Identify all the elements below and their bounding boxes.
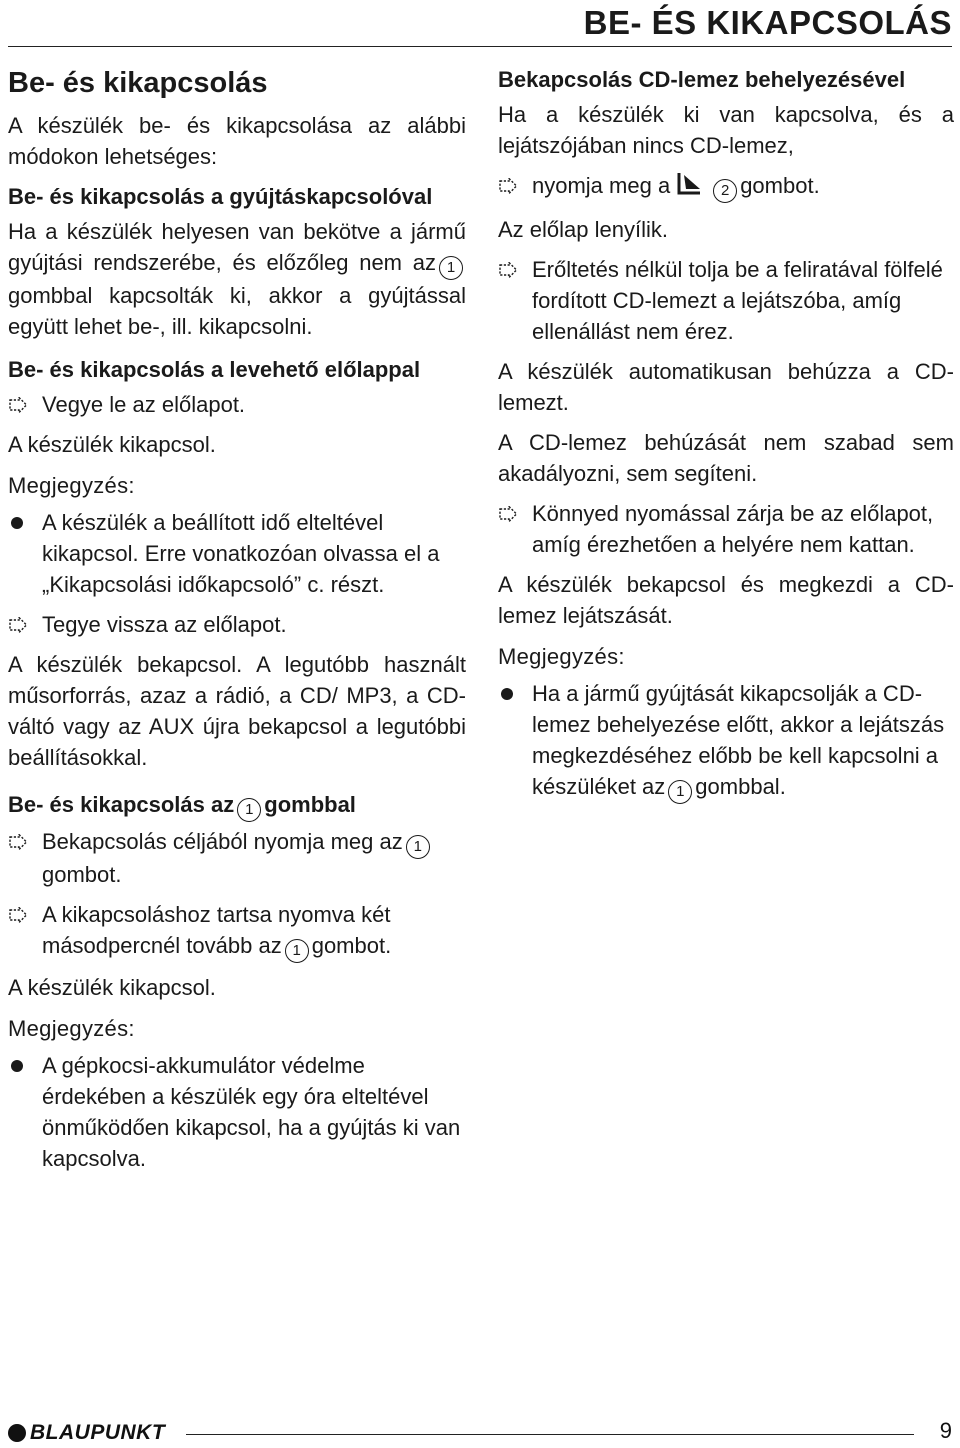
subheading-ignition: Be- és kikapcsolás a gyújtáskapcsolóval <box>8 184 433 209</box>
step-text: Vegye le az előlapot. <box>42 392 246 417</box>
button-1-symbol: 1 <box>285 939 309 963</box>
step-text-b: gombot. <box>311 933 392 958</box>
result-off: A készülék kikapcsol. <box>8 432 216 457</box>
brand-name: BLAUPUNKT <box>30 1421 166 1444</box>
section-title: Be- és kikapcsolás <box>8 67 268 99</box>
step-text-a: nyomja meg a <box>532 173 671 198</box>
note-text: A készülék a beállított idő elteltével kikapcsol. Erre vonatkozóan olvassa el a „Kikapcsolási időkapcsoló” c. részt. <box>42 510 440 597</box>
footer-rule <box>186 1434 914 1435</box>
ignition-text-b: gombbal kapcsolták ki, akkor a gyújtással együtt lehet be-, ill. kikapcsolni. <box>8 283 466 339</box>
note-item <box>498 678 954 804</box>
heading-text-b: gombbal <box>264 792 356 817</box>
step-text: Erőltetés nélkül tolja be a feliratával fölfelé fordított CD-lemezt a lejátszóba, amíg ellenállást nem érez. <box>532 257 943 344</box>
step-close-faceplate <box>498 498 954 560</box>
right-column <box>498 64 954 813</box>
arrow-icon <box>498 498 524 529</box>
left-column <box>8 64 466 1183</box>
eject-icon <box>676 171 704 205</box>
header-rule <box>8 46 952 47</box>
note-title: Megjegyzés: <box>8 473 135 498</box>
step-text-a: Bekapcsolás céljából nyomja meg az <box>42 829 403 854</box>
subheading-button1 <box>8 789 466 822</box>
playback-paragraph: A készülék bekapcsol és megkezdi a CD-lemez lejátszását. <box>498 572 954 628</box>
logo-dot-icon <box>8 1424 26 1442</box>
arrow-icon <box>8 609 34 640</box>
arrow-icon <box>8 826 34 857</box>
result-off-2: A készülék kikapcsol. <box>8 975 216 1000</box>
note-text: A gépkocsi-akkumulátor védelme érdekében a készülék egy óra elteltével önműködően kikapcsol, ha a gyújtás ki van kapcsolva. <box>42 1053 461 1171</box>
result-faceplate-opens: Az előlap lenyílik. <box>498 217 668 242</box>
arrow-icon <box>8 899 34 930</box>
subheading-faceplate: Be- és kikapcsolás a levehető előlappal <box>8 357 421 382</box>
arrow-icon <box>498 170 524 201</box>
note-text-a: Ha a jármű gyújtását kikapcsolják a CD-lemez behelyezése előtt, akkor a lejátszás megkezdéséhez előbb be kell kapcsolni a készüléket az <box>532 681 945 799</box>
step-reattach-faceplate <box>8 609 466 640</box>
arrow-icon <box>8 389 34 420</box>
no-obstruct-paragraph: A CD-lemez behúzását nem szabad sem akadályozni, sem segíteni. <box>498 430 954 486</box>
step-switch-on <box>8 826 466 890</box>
step-press-eject <box>498 170 954 205</box>
button-1-symbol: 1 <box>237 798 261 822</box>
bullet-icon <box>501 688 513 700</box>
step-text-a: A kikapcsoláshoz tartsa nyomva két másodpercnél tovább az <box>42 902 391 958</box>
ignition-text-a: Ha a készülék helyesen van bekötve a jármű gyújtási rendszerébe, és előzőleg nem az <box>8 219 466 275</box>
button-1-symbol: 1 <box>668 780 692 804</box>
button-1-symbol: 1 <box>406 835 430 859</box>
arrow-icon <box>498 254 524 285</box>
auto-draw-paragraph: A készülék automatikusan behúzza a CD-lemezt. <box>498 359 954 415</box>
note-text-b: gombbal. <box>695 774 786 799</box>
subheading-cd-insert: Bekapcsolás CD-lemez behelyezésével <box>498 67 906 92</box>
button-2-symbol: 2 <box>713 179 737 203</box>
note-item <box>8 507 466 600</box>
bullet-icon <box>11 1060 23 1072</box>
note-title: Megjegyzés: <box>498 644 625 669</box>
intro-paragraph: A készülék be- és kikapcsolása az alábbi módokon lehetséges: <box>8 113 466 169</box>
heading-text-a: Be- és kikapcsolás az <box>8 792 235 817</box>
step-insert-cd <box>498 254 954 347</box>
note-title: Megjegyzés: <box>8 1016 135 1041</box>
bullet-icon <box>11 517 23 529</box>
ignition-paragraph <box>8 216 466 342</box>
step-text: Könnyed nyomással zárja be az előlapot, amíg érezhetően a helyére nem kattan. <box>532 501 934 557</box>
note-item <box>8 1050 466 1174</box>
step-text: Tegye vissza az előlapot. <box>42 612 287 637</box>
page-number: 9 <box>939 1418 952 1443</box>
step-text-b: gombot. <box>740 173 820 198</box>
step-remove-faceplate <box>8 389 466 420</box>
result-on-paragraph: A készülék bekapcsol. A legutóbb használt műsorforrás, azaz a rádió, a CD/ MP3, a CD-váltó vagy az AUX újra bekapcsol a legutóbbi beállításokkal. <box>8 652 466 770</box>
cd-intro-paragraph: Ha a készülék ki van kapcsolva, és a lejátszójában nincs CD-lemez, <box>498 102 954 158</box>
step-text-b: gombot. <box>42 862 122 887</box>
step-switch-off <box>8 899 466 963</box>
button-1-symbol: 1 <box>439 256 463 280</box>
page-header-title: BE- ÉS KIKAPCSOLÁS <box>583 4 952 41</box>
brand-logo <box>8 1420 165 1446</box>
